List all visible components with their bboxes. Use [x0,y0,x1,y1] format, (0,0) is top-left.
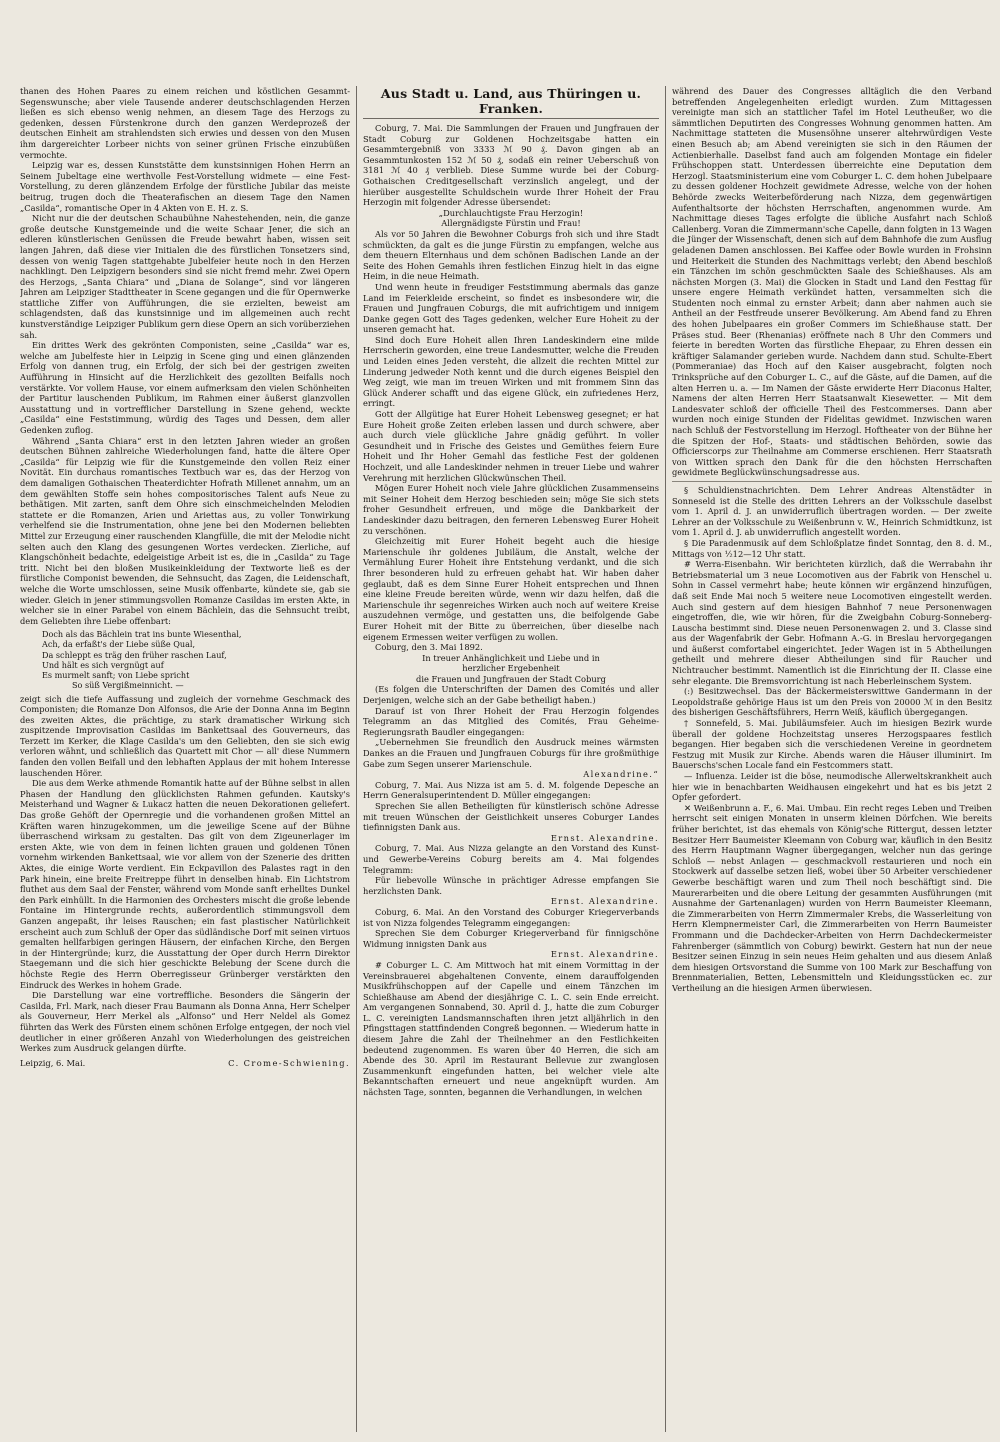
closing-line: die Frauen und Jungfrauen der Stadt Coburg [416,673,606,684]
news-item: — Influenza. Leider ist die böse, neumodische Allerweltskrankheit auch hier wie in benachbarten Weidhausen eingekehrt und hat es bis jetzt 2 Opfer gefordert. [672,771,992,803]
paragraph: Gott der Allgütige hat Eurer Hoheit Lebensweg gesegnet; er hat Eure Hoheit große Zeiten erleben lassen und durch schwere, aber auch durch viele glückliche Jahre gnädig geführt. In voller Gesundheit und in Frische des Geistes und Gemüthes feiern Eure Hoheit und Ihr Hoher Gemahl das festliche Fest der goldenen Hochzeit, und alle Landeskinder nehmen in treuer Liebe und wahrer Verehrung mit herzlichen Glückwünschen Theil. [363,409,659,483]
section-heading: Aus Stadt u. Land, aus Thüringen u. Franken. [363,86,659,119]
salutation-line: Allergnädigste Fürstin und Frau! [441,218,581,229]
news-item: ✕ Weißenbrunn a. F., 6. Mai. Umbau. Ein recht reges Leben und Treiben herrscht seit einigen Monaten in unserm kleinen Dörfchen. Wie bereits früher berichtet, ist das ehemals von König'sche Rittergut, dessen letzter Besitzer Herr Baumeister Kleemann von Coburg war, käuflich in den Besitz des Herrn Hauptmann Wagner übergegangen, welcher nun das geringe Schloß — nebst Anlagen — geschmackvoll restaurieren und noch ein Stockwerk auf dasselbe setzen ließ, wobei über 50 Arbeiter verschiedener Gewerbe beschäftigt waren und zum Theil noch beschäftigt sind. Die Maurerarbeiten und die obere Leitung der gesammten Ausführungen (mit Ausnahme der Gartenanlagen) wurden von Herrn Baumeister Kleemann, die Zimmerarbeiten von Herrn Zimmermaler Krebs, die Wasserleitung von Herrn Klempnermeister Carl, die Zimmerarbeiten von Herrn Baumeister Frommann und die Dachdecker-Arbeiten von Herrn Dachdeckermeister Fahrenberger (sämmtlich von Coburg) bewirkt. Gestern hat nun der neue Besitzer seinen Einzug in sein neues Heim gehalten und aus diesem Anlaß dem hiesigen Ortsvorstand die Summe von 100 Mark zur Beschaffung von Brennmaterialien, Betten, Lebensmitteln und Kleidungsstücken ec. zur Vertheilung an die hiesigen Armen überwiesen. [672,802,992,993]
paragraph: während des Dauer des Congresses alltäglich die den Verband betreffenden Angelegenheiten erledigt wurden. Zum Mittagessen vereinigte man sich an stattlicher Tafel im Hotel Leutheußer, wo die sämmtlichen Deputirten des Congresses Wohnung genommen hatten. Am Nachmittage statteten die Musensöhne unserer altehrwürdigen Veste einen Besuch ab; am Abend vereinigten sie sich in den Räumen der Actienbierhalle. Daselbst fand auch am folgenden Montage ein fideler Frühschoppen statt. Unterdessen überreichte eine Deputation dem Herzogl. Staatsministerium eine vom Coburger L. C. dem hohen Jubelpaare zu dessen goldener Hochzeit gewidmete Adresse, welche von der hohen Behörde zwecks Weiterbeförderung nach Nizza, dem gegenwärtigen Aufenthaltsorte der höchsten Herrschaften, angenommen wurde. Am Nachmittage dieses Tages erfolgte die übliche Ausfahrt nach Schloß Callenberg. Voran die Zimmermann'sche Capelle, dann folgten in 13 Wagen die Jünger der Wissenschaft, denen sich auf dem Bahnhofe die zum Ausflug geladenen Damen anschlossen. Bei Kaffee oder Bowle wurden in Frohsinn und Heiterkeit die Stunden des Nachmittags verlebt; den Abend beschloß ein Tänzchen im schön geschmückten Saale des Schießhauses. Als am nächsten Morgen (3. Mai) die Glocken in Stadt und Land den Festtag für unsere engere Heimath verkündet hatten, versammelten sich die Studenten noch einmal zu ernster Arbeit; dann aber nahmen auch sie Antheil an der Festfreude unserer Bevölkerung. Am Abend fand zu Ehren des hohen Jubelpaares ein großer Commers im Schießhause statt. Der Präses stud. Beer (Rhenanias) eröffnete nach 8 Uhr den Commers und feierte in beredten Worten das fürstliche Ehepaar, zu Ehren dessen ein kräftiger Salamander gerieben wurde. Nachdem dann stud. Schulte-Ebert (Pommeraniae) das Hoch auf den Kaiser ausgebracht, folgten noch Trinksprüche auf den Coburger L. C., auf die Gäste, auf die Damen, auf die alten Herren u. a. — Im Namen der Gäste erwiderte Herr Diaconus Halter, Namens der alten Herren Herr Staatsanwalt Kiesewetter. — Mit dem Landesvater schloß der officielle Theil des Festcommerses. Dann aber wurden noch einige Stunden der Fidelitas gewidmet. Inzwischen waren nach Schluß der Festvorstellung im Herzogl. Hoftheater von der Bühne her die Spitzen der Hof-, Staats- und städtischen Behörden, sowie das Officierscorps zur Theilnahme am Commerse erschienen. Herr Staatsrath von Wittken sprach den Dank für die den höchsten Herrschaften gewidmete Beglückwünschungsadresse aus. [672,86,992,478]
paragraph: Coburg, 7. Mai. Aus Nizza gelangte an den Vorstand des Kunst- und Gewerbe-Vereins Coburg bereits am 4. Mai folgendes Telegramm: [363,843,659,875]
paragraph: # Coburger L. C. Am Mittwoch hat mit einem Vormittag in der Vereinsbrauerei abgehaltenen Convente, einem darauffolgenden Musikfrühschoppen auf der Capelle und einem Tänzchen im Schießhause am Abend der diesjährige C. L. C. sein Ende erreicht. Am vergangenen Sonnabend, 30. April d. J., hatte die zum Coburger L. C. vereinigten Landsmannschaften ihren jetzt alljährlich in den Pfingsttagen stattfindenden Congreß begonnen. — Wiederum hatte in diesem Jahre die Zahl der Theilnehmer an den Festlichkeiten bedeutend zugenommen. Es waren über 40 Herren, die sich am Abende des 30. April im Restaurant Bellevue zur zwanglosen Zusammenkunft eingefunden hatten, bei welcher viele alte Bekanntschaften erneuert und neue angeknüpft wurden. Am nächsten Tage, sonnten, begannen die Verhandlungen, in welchen [363,959,659,1098]
paragraph: Die Darstellung war eine vortreffliche. Besonders die Sängerin der Casilda, Frl. Mark, nach dieser Frau Baumann als Donna Anna, Herr Schelper als Gouverneur, Herr Merkel als „Alfonso“ und Herr Neldel als Gomez führten das Werk des Fürsten einem schönen Erfolge entgegen, der noch viel deutlicher in einer größeren Anzahl von Wiederholungen des geistreichen Werkes zum Ausdruck gelangen dürfte. [20,990,350,1054]
news-item: † Sonnefeld, 5. Mai. Jubiläumsfeier. Auch im hiesigen Bezirk wurde überall der goldene Hochzeitstag unseres Herzogspaares festlich begangen. Hier begaben sich die verschiedenen Vereine in geordnetem Festzug mit Musik zur Kirche. Abends waren die Häuser illuminirt. Im Bauerschs'schen Locale fand ein Festcommers statt. [672,718,992,771]
paragraph: Leipzig war es, dessen Kunststätte dem kunstsinnigen Hohen Herrn an Seinem Jubeltage eine werthvolle Fest-Vorstellung widmete — eine Fest-Vorstellung, zu deren glänzendem Erfolge der fürstliche Jubilar das meiste beitrug, trugen doch die Theaterafischen an diesem Tage den Namen „Casilda“, romantische Oper in 4 Akten von E. H. z. S. [20,160,350,213]
paragraph: Während „Santa Chiara“ erst in den letzten Jahren wieder an großen deutschen Bühnen zahlreiche Wiederholungen fand, hatte die ältere Oper „Casilda“ für Leipzig wie für die Kunstgemeinde den vollen Reiz einer Novität. Ein durchaus romantisches Textbuch war es, das der Herzog von dem damaligen Gothaischen Theaterdichter Hofrath Millenet annahm, um an dem gewählten Stoffe sein hohes compositorisches Talent aufs Neue zu bethätigen. Mit zarten, sanft dem Ohre sich einschmeichelnden Melodien stattete er die Romanzen, Arien und Ariettas aus, zu voller Tonwirkung verhelfend sie die Instrumentation, ohne jene bei den Modernen beliebten Mittel zur Erzeugung einer rauschenden Klangfülle, die mit der Melodie nicht selten auch den Klang des gesungenen Wortes verdecken. Zierliche, auf Klangschönheit bedachte, edelgeistige Arbeit ist es, die in „Casilda“ zu Tage tritt. Nicht bei den bloßen Musikeinkleidung der Textworte ließ es der fürstliche Componist bewenden, die Sehnsucht, das Zagen, die Leidenschaft, welche die Worte umschlossen, seine Musik offenbarte, kündete sie, gab sie wieder. Gleich in jener stimmungsvollen Romanze Casildas im ersten Akte, in welcher sie in einer Parabel von einem Bächlein, das die Sehnsucht treibt, dem Geliebten ihre Liebe offenbart: [20,435,350,626]
column-middle [356,86,666,1432]
poem-line: Und hält es sich vergnügt auf [42,659,164,670]
poem-line: Ach, da erfaßt's der Liebe süße Qual, [42,639,196,650]
paragraph: Coburg, 7. Mai. Aus Nizza ist am 5. d. M. folgende Depesche an Herrn Generalsuperintendent D. Müller eingegangen: [363,779,659,801]
closing-line: herzlicher Ergebenheit [462,663,560,674]
divider [672,481,992,482]
paragraph: Gleichzeitig mit Eurer Hoheit begeht auch die hiesige Marienschule ihr goldenes Jubiläum, die Anstalt, welche der Vermählung Eurer Hoheit ihre Entstehung verdankt, und die sich Ihrer besonderen huld zu erfreuen gehabt hat. Wir haben daher geglaubt, daß es dem Sinne Eurer Hoheit entsprechen und Ihnen eine kleine Freude bereiten würde, wenn wir dazu helfen, daß die Marienschule ihr segenreiches Wirken auch noch auf weitere Kreise auszudehnen vermöge, und gestatten uns, die beifolgende Gabe Eurer Hoheit mit der Bitte zu überreichen, über dieselbe nach eigenem Ermessen weiter verfügen zu wollen. [363,536,659,642]
telegram-signature: Ernst. Alexandrine. [550,832,659,843]
telegram-text: Sprechen Sie dem Coburger Kriegerverband für finnigschöne Widmung innigsten Dank aus [363,928,659,949]
paragraph: Und wenn heute in freudiger Feststimmung abermals das ganze Land im Feierkleide erscheint, so findet es insbesondere wir, die Frauen und Jungfrauen Coburgs, die mit aufrichtigem und innigem Danke gegen Gott des Tages gedenken, welcher Eure Hoheit zu der unseren gemacht hat. [363,281,659,335]
paragraph: Mögen Eurer Hoheit noch viele Jahre glücklichen Zusammenseins mit Seiner Hoheit dem Herzog beschieden sein; möge Sie sich stets froher Gesundheit erfreuen, und möge die Dankbarkeit der Landeskinder dazu beitragen, den ferneren Lebensweg Eurer Hoheit zu verschönen. [363,483,659,536]
telegram-signature: Ernst. Alexandrine. [550,896,659,907]
poem-line: Es murmelt sanft; von Liebe spricht [42,670,190,681]
news-item: § Schuldienstnachrichten. Dem Lehrer Andreas Altenstädter in Sonneseld ist die Stelle des dritten Lehrers an der Volksschule daselbst vom 1. April d. J. an unwiderruflich übertragen worden. — Der zweite Lehrer an der Volksschule zu Weißenbrunn v. W., Heinrich Schmidtkunz, ist vom 1. April d. J. ab unwiderruflich angestellt worden. [672,484,992,538]
paragraph: Die aus dem Werke athmende Romantik hatte auf der Bühne selbst in allen Phasen der Handlung den glücklichsten Rahmen gefunden. Kautsky's Meisterhand und Wagner & Lukacz hatten die neuen Dekorationen geliefert. Das große Gehöft der Opernregie und die vorhandenen großen Mittel an Kräften waren hinzugekommen, um die jeweilige Scene auf der Bühne überraschend wirksam zu gestalten. Das gilt von dem Zigeunerlager im ersten Akte, wie von dem in feinen lichten grauen und goldenen Tönen vornehm wirkenden Bankettsaal, wie vor allem von der Szenerie des dritten Aktes, die einige Worte verdient. Ein Eckpavillon des Palastes ragt in den Park hinein, eine breite Freitreppe führt in denselben hinab. Ein Lichtstrom fluthet aus dem Saal der Fenster, während vom Monde sanft erhelltes Dunkel den Park einhüllt. In die Harmonien des Orchesters mischt die große lebende Fontaine im Hintergrunde rechts, außerordentlich stimmungsvoll dem Ganzen angepaßt, ihr leises Rauschen; ein fast plastischer Natürlichkeit erscheint auch zum Schluß der Oper das südländische Dorf mit seinen virtuos gemalten hellfarbigen geringen Häusern, der einfachen Kirche, den Bergen in der Hintergründe; kurz, die Ausstattung der Oper durch Herrn Direktor Staegemann und die sich hier geschickte Belebung der Scene durch die höchste Regie des Herrn Oberregisseur Grünberger verstärkten den Eindruck des Werkes in hohem Grade. [20,778,350,990]
closing-note: (Es folgen die Unterschriften der Damen des Comités und aller Derjenigen, welche sich an der Gabe betheiligt haben.) [363,684,659,706]
closing-line: In treuer Anhänglichkeit und Liebe und in [422,652,600,663]
news-item: § Die Paradenmusik auf dem Schloßplatze findet Sonntag, den 8. d. M., Mittags von ½12—12 Uhr statt. [672,537,992,559]
paragraph: thanen des Hohen Paares zu einem reichen und köstlichen Gesammt-Segenswunsche; aber viele Tausende anderer deutschschlagenden Herzen ließen es sich ebenso wenig nehmen, an diesem Tage des Herzogs zu gedenken, dessen Fürstenkrone durch den ganzen Werdeprozeß der deutschen Einheit am strahlendsten sich erwies und dessen von den Musen ihm dargereichter Lorbeer nichts von seiner grünen Frische einzubüßen vermochte. [20,86,350,160]
poem-quote [42,629,350,690]
column-left [20,86,350,1432]
telegram-signature: Ernst. Alexandrine. [550,949,659,960]
telegram-signature: Alexandrine.“ [583,769,659,780]
news-item: (:) Besitzwechsel. Das der Bäckermeisterswittwe Gandermann in der Leopoldstraße gehörige Haus ist um den Preis von 20000 ℳ in den Besitz des bisherigen Geschäftsführers, Herrn Weiß, käuflich übergegangen. [672,686,992,718]
paragraph: Nicht nur die der deutschen Schaubühne Nahestehenden, nein, die ganze große deutsche Kunstgemeinde und die weite Schaar Jener, die sich an edleren künstlerischen Genüssen die Freude bewahrt haben, wissen seit langen Jahren, daß diese vier Initialen die des fürstlichen Tonsetzers sind, dessen von wenig Tagen stattgehabte Jubelfeier heute noch in den Herzen nachklingt. Den Leipzigern besonders sind sie nicht fremd mehr. Zwei Opern des Herzogs, „Santa Chiara“ und „Diana de Solange“, sind vor längeren Jahren am Leipziger Stadttheater in Scene gegangen und die für Opernwerke stattliche Ziffer von Aufführungen, die sie erzielten, beweist am schlagendsten, daß das kunstsinnige und im allgemeinen auch recht kunstverständige Leipziger Publikum gern diese Opern an sich vorüberziehen sah. [20,213,350,340]
news-item: # Werra-Eisenbahn. Wir berichteten kürzlich, daß die Werrabahn ihr Betriebsmaterial um 3 neue Locomotiven aus der Fabrik von Henschel u. Sohn in Cassel vermehrt habe; heute können wir ergänzend hinzufügen, daß seit Ende Mai noch 5 weitere neue Locomotiven eingestellt werden. Auch sind gestern auf dem hiesigen Bahnhof 7 neue Personenwagen eingetroffen, die, wie wir hören, für die Zweigbahn Coburg-Sonneberg-Lauscha bestimmt sind. Diese neuen Personenwagen 2. und 3. Classe sind aus der Wagenfabrik der Gebr. Hofmann A.-G. in Breslau hervorgegangen und äußerst comfortabel eingerichtet. Jeder Wagen ist in 5 Abtheilungen getheilt und mehrere dieser Abtheilungen sind für Raucher und Nichtraucher bestimmt. Namentlich ist die Einrichtung der II. Classe eine sehr elegante. Die Bremsvorrichtung ist nach Heberleinschem System. [672,559,992,686]
paragraph: Sind doch Eure Hoheit allen Ihren Landeskindern eine milde Herrscherin geworden, eine treue Landesmutter, welche die Freuden und Leiden eines Jeden versteht, die allzeit die rechten Mittel zur Linderung jedweder Noth kennt und die durch eigenes Beispiel den Weg zeigt, wie man im treuen Wirken und mit frommem Sinn das Glück Anderer schafft und das eigene Glück, ein zufriedenes Herz, erringt. [363,334,659,409]
poem-line: Doch als das Bächlein trat ins bunte Wiesenthal, [42,629,242,640]
poem-line: So süß Vergißmeinnicht. — [72,680,184,691]
poem-line: Da schleppt es träg den früher raschen Lauf, [42,649,227,660]
date-line: Coburg, den 3. Mai 1892. [375,642,483,653]
telegram-text: „Uebernehmen Sie freundlich den Ausdruck meines wärmsten Dankes an die Frauen und Jungfrauen Coburgs für ihre großmüthige Gabe zum Segen unserer Marienschule. [363,737,659,769]
paragraph: Als vor 50 Jahren die Bewohner Coburgs froh sich und ihre Stadt schmückten, da galt es die junge Fürstin zu empfangen, welche aus dem theuern Elternhaus und dem schönen Badischen Lande an der Seite des Hohen Gemahls ihren festlichen Einzug hielt in das eigne Heim, in die neue Heimath. [363,228,659,282]
column-layout [20,86,990,1432]
telegram-text: Für liebevolle Wünsche in prächtiger Adresse empfangen Sie herzlichsten Dank. [363,875,659,896]
salutation-line: „Durchlauchtigste Frau Herzogin! [438,207,584,218]
paragraph: Ein drittes Werk des gekrönten Componisten, seine „Casilda“ war es, welche am Jubelfeste hier in Leipzig in Scene ging und einen glänzenden Erfolg von dannen trug, ein Erfolg, der sich bei der gestrigen zweiten Aufführung in Hinsicht auf die Herzlichkeit des gezollten Beifalls noch verstärkte. Vor vollem Hause, vor einem aufmerksam den vielen Schönheiten der Partitur lauschenden Publikum, im Rahmen einer äußerst glanzvollen Ausstattung und in vortrefflicher Darstellung in Szene gehend, weckte „Casilda“ eine Feststimmung, würdig des Tages und Dessen, dem aller Gedenken zuflog. [20,340,350,435]
signature-author: C. Crome-Schwiening. [228,1057,350,1068]
paragraph: Coburg, 6. Mai. An den Vorstand des Coburger Kriegerverbands ist von Nizza folgendes Telegramm eingegangen: [363,906,659,928]
telegram-text: Sprechen Sie allen Betheiligten für künstlerisch schöne Adresse mit treuen Wünschen der Geistlichkeit unseres Coburger Landes tiefinnigsten Dank aus. [363,801,659,833]
article-signature [20,1058,350,1069]
paragraph: Darauf ist von Ihrer Hoheit der Frau Herzogin folgendes Telegramm an das Mitglied des Comités, Frau Geheime-Regierungsrath Baudler eingegangen: [363,705,659,737]
paragraph: Coburg, 7. Mai. Die Sammlungen der Frauen und Jungfrauen der Stadt Coburg zur Goldenen Hochzeitsgabe hatten ein Gesammtergebniß von 3333 ℳ 90 ₰. Davon gingen ab an Gesammtunkosten 152 ℳ 50 ₰, sodaß ein reiner Ueberschuß von 3181 ℳ 40 ₰ verblieb. Diese Summe wurde bei der Coburg-Gothaischen Creditgesellschaft verzinslich angelegt, und der hierüber ausgestellte Schuldschein wurde Ihrer Hoheit der Frau Herzogin mit folgender Adresse übersendet: [363,123,659,208]
signature-place-date: Leipzig, 6. Mai. [20,1057,86,1068]
paragraph: zeigt sich die tiefe Auffassung und zugleich der vornehme Geschmack des Componisten; die Romanze Don Alfonsos, die Arie der Donna Anna im Beginn des zweiten Aktes, die prächtige, zu stark dramatischer Wirkung sich zuspitzende Improvisation Casildas im Bankettsaal des Gouverneurs, das Terzett im Kerker, die Klage Casilda's um den Geliebten, den sie sich ewig verloren wähnt, und schließlich das Quartett mit Chor — all' diese Nummern fanden den vollen Beifall und den lebhaften Applaus der mit hohem Interesse lauschenden Hörer. [20,693,350,778]
column-right [672,86,992,1432]
